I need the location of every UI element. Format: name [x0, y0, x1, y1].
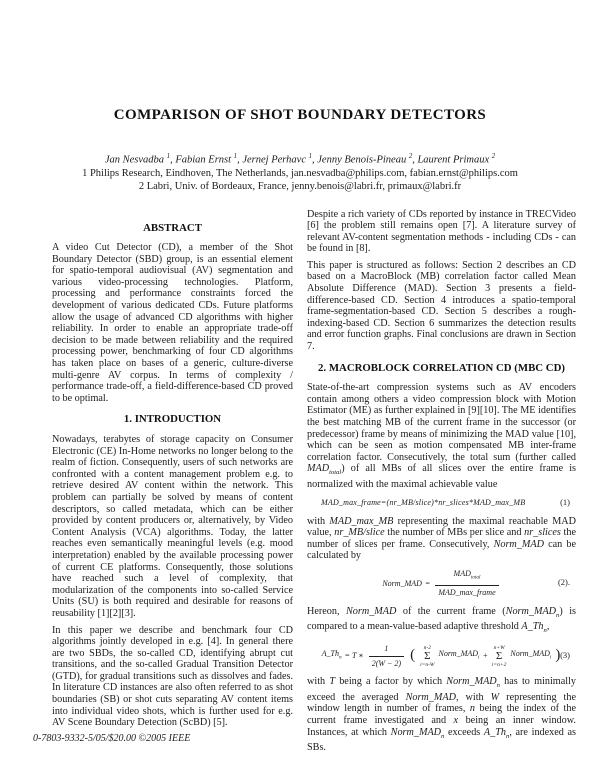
- sum-operator-2: [492, 645, 506, 668]
- equation-2: [307, 568, 576, 599]
- sum-1-lower-limit: i=n-W: [420, 661, 435, 668]
- threshold-symbol: A_Th: [321, 649, 339, 658]
- two-column-body: [52, 209, 576, 759]
- equals-sign: =: [424, 578, 431, 588]
- norm-mad-term: Norm_MAD: [438, 649, 479, 658]
- norm-mad-term: Norm_MAD: [510, 649, 550, 658]
- equation-1: [307, 497, 576, 509]
- equation-2-numerator: [435, 568, 498, 586]
- abstract-paragraph: A video Cut Detector (CD), a member of the Shot Boundary Detector (SBD) group, is an essential element for spatio-temporal audiovisual (AV) segmentation and various video-processing technologies. Platform, processing and performance constraints forced the development of various dedicated CDs. Future platforms allow the usage of advanced CD algorithms with higher reliability. In order to enable an appropriate trade-off decision to be made between reliability and the required processing power, benchmarking of four CD algorithms has taken place on bases of a generic, culture-diverse multi-genre AV corpus. In terms of complexity / performance trade-off, a field-difference-based CD proved to be optimal.: [52, 242, 293, 404]
- sum-2-lower-limit: i=n+2: [491, 661, 507, 668]
- paragraph-paper-structure: This paper is structured as follows: Section 2 describes an CD based on a MacroBlock (MB) correlation factor called Mean Absolute Difference (MAD). Section 3 presents a field-difference-based CD. Section 4 introduces a spatio-temporal frame-segmentation-based CD. Section 5 describes a rough-indexing-based CD. Section 6 summarizes the detection results and error function graphs. Final conclusions are drawn in Section 7.: [307, 259, 576, 353]
- sum-operator-1: [420, 645, 434, 668]
- sigma-icon: Σ: [424, 649, 431, 662]
- equation-3-fraction: [369, 643, 404, 669]
- paragraph-mbc-intro: State-of-the-art compression systems such as AV encoders contain among others a video compression block with Motion Estimator (ME) as further explained in [9][10]. The ME identifies the best matching MB of the current frame in the successor (or predecessor) frame by means of minimizing the MAD value [10], which can be seen as motion compensated MB inter-frame correlation factor. Consecutively, the total sum (further called $MAD_{total}$) of all MBs of all slices over the entire frame is normalized with the maximal achievable value: [307, 382, 576, 490]
- sum-1-upper-limit: n-2: [423, 644, 431, 651]
- paper-title: COMPARISON OF SHOT BOUNDARY DETECTORS: [113, 107, 487, 123]
- equation-2-fraction: [435, 568, 498, 599]
- intro-paragraph-2: In this paper we describe and benchmark four CD algorithms jointly developed in e.g. [4]. In general there are two SBDs, the so-called CD, identifying abrupt cut transitions, and the so-called Gradual Transition Detector (GTD), for gradual transitions such as dissolves and fades. In literature CD instances are also often referred to as shot boundaries (SB) or shot cuts separating AV content items into individual video shots, which is further used for e.g. AV Scene Boundary Detection (ScBD) [5].: [52, 624, 293, 729]
- equation-3-numerator: 1: [369, 643, 404, 657]
- sum-2-upper-limit: n+W: [493, 644, 505, 651]
- norm-mad-subscript: i: [478, 654, 480, 661]
- authors-line: Jan Nesvadba $^1$, Fabian Ernst $^1$, Jernej Perhavc $^1$, Jenny Benois-Pineau $^2$, Laurent Primaux $^2$: [104, 153, 496, 166]
- equation-3: [307, 643, 576, 669]
- section2-heading: 2. MACROBLOCK CORRELATION CD (MBC CD): [318, 361, 565, 374]
- abstract-heading: ABSTRACT: [143, 221, 202, 234]
- left-column: [52, 209, 293, 759]
- intro-paragraph-1: Nowadays, terabytes of storage capacity on Consumer Electronic (CE) In-Home networks no longer belong to the realm of fiction. Consequently, users of such networks are confronted with a content management problem e.g. to retrieve desired AV content within the network. This problem can partially be solved by means of content descriptors, so called metadata, which can be either provided by content producers or, alternatively, by Video Content Analysis (VCA) algorithms. Today, the latter reaches even semantically meaningful levels (e.g. mood interpretation) enabled by the available processing power of current CE platforms. Consequently, those solutions have reached such a level of complexity, that modularization of the components into so-called Service Units (SU) is both required and desirable for reasons of reusability [1][2][3].: [52, 434, 293, 619]
- equation-3-relation: = T ∗: [344, 651, 364, 661]
- equation-1-body: MAD_max_frame=(nr_MB/slice)*nr_slices*MAD_max_MB: [321, 497, 526, 507]
- norm-mad-subscript: i: [549, 654, 552, 661]
- affiliation-1: 1 Philips Research, Eindhoven, The Netherlands, jan.nesvadba@philips.com, fabian.ernst@philips.com: [82, 167, 518, 179]
- affiliation-2: 2 Labri, Univ. of Bordeaux, France, jenny.benois@labri.fr, primaux@labri.fr: [138, 180, 462, 192]
- paragraph-trecvideo: Despite a rich variety of CDs reported by instance in TRECVideo [6] the problem still remains open [7]. A literature survey of relevant AV-content segmentation methods - including CDs - can be found in [8].: [307, 208, 576, 255]
- paragraph-hereon: Hereon, Norm_MAD of the current frame $(Norm\_MAD_n)$ is compared to a mean-value-based adaptive threshold $A\_Th_n$,: [307, 605, 576, 635]
- equation-2-denominator: MAD_max_frame: [438, 588, 496, 598]
- sum-1-term: [438, 648, 479, 664]
- equation-1-number: (1): [560, 496, 570, 507]
- threshold-subscript: n: [338, 654, 342, 661]
- equation-2-lhs: Norm_MAD: [382, 578, 422, 588]
- paragraph-mad-max: with MAD_max_MB representing the maximal reachable MAD value, nr_MB/slice the number of MBs per slice and nr_slices the number of slices per frame. Consecutively, Norm_MAD can be calculated by: [307, 515, 577, 562]
- equation-3-number: (3): [560, 650, 570, 661]
- numerator-subscript: total: [470, 574, 481, 581]
- plus-sign: +: [482, 651, 488, 661]
- equation-2-number: (2).: [557, 577, 570, 588]
- right-parenthesis: ): [555, 647, 561, 664]
- copyright-notice: 0-7803-9332-5/05/$20.00 ©2005 IEEE: [33, 733, 191, 744]
- equation-3-lhs: [322, 648, 342, 664]
- equation-3-body: [307, 643, 576, 669]
- sum-2-term: [510, 648, 551, 664]
- sigma-icon: Σ: [495, 649, 503, 662]
- left-parenthesis: (: [410, 647, 416, 664]
- equation-2-body: [307, 568, 576, 599]
- right-column: [307, 209, 576, 759]
- paragraph-threshold-explanation: with T being a factor by which $Norm\_MAD_n$ has to minimally exceed the averaged Norm_MAD, with W representing the window length in number of frames, n being the index of the current frame investigated and x being an inner window. Instances, at which $Norm\_MAD_n$ exceeds $A\_Th_n$, are indexed as SBs.: [307, 676, 577, 754]
- numerator-term: MAD: [453, 568, 471, 578]
- introduction-heading: 1. INTRODUCTION: [123, 413, 222, 426]
- equation-3-denominator: 2(W − 2): [371, 658, 402, 668]
